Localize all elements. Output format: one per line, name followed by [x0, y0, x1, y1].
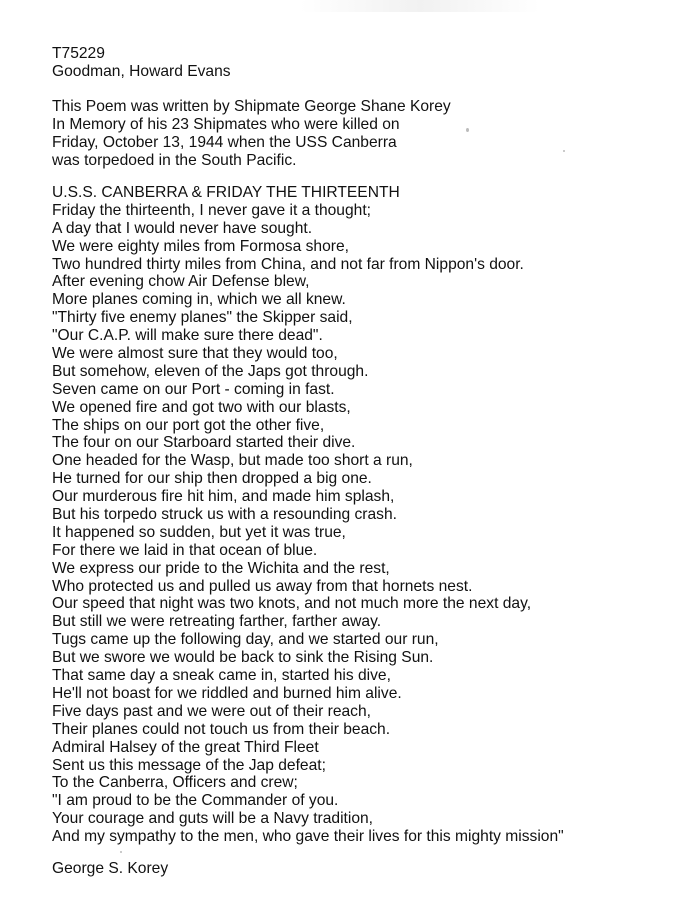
poem-line: Your courage and guts will be a Navy tradition, [52, 810, 374, 828]
poem-line: "Our C.A.P. will make sure there dead". [52, 327, 323, 345]
poem-line: Who protected us and pulled us away from that hornets nest. [52, 577, 473, 595]
scan-smudge [300, 0, 540, 12]
poem-line: Tugs came up the following day, and we started our run, [52, 631, 439, 649]
scan-speck [120, 851, 122, 853]
poem-line: One headed for the Wasp, but made too short a run, [52, 452, 413, 470]
intro-paragraph [52, 98, 451, 170]
intro-line: Friday, October 13, 1944 when the USS Canberra [52, 133, 397, 151]
poem-line: Their planes could not touch us from their beach. [52, 720, 391, 738]
poem-line: We express our pride to the Wichita and the rest, [52, 559, 390, 577]
poem-line: To the Canberra, Officers and crew; [52, 774, 298, 792]
poem-line: Five days past and we were out of their reach, [52, 702, 371, 720]
person-name: Goodman, Howard Evans [52, 62, 231, 80]
intro-line: was torpedoed in the South Pacific. [52, 151, 297, 169]
poem-line: After evening chow Air Defense blew, [52, 273, 310, 291]
intro-line: In Memory of his 23 Shipmates who were killed on [52, 115, 400, 133]
poem-line: Sent us this message of the Jap defeat; [52, 756, 326, 774]
poem-line: He turned for our ship then dropped a big one. [52, 470, 372, 488]
poem-line: It happened so sudden, but yet it was true, [52, 523, 346, 541]
poem-line: But his torpedo struck us with a resounding crash. [52, 506, 397, 524]
document-header [52, 45, 231, 81]
poem-title: U.S.S. CANBERRA & FRIDAY THE THIRTEENTH [52, 184, 400, 201]
poem-line: More planes coming in, which we all knew. [52, 291, 346, 309]
poem-line: Seven came on our Port - coming in fast. [52, 380, 335, 398]
poem-line: Friday the thirteenth, I never gave it a thought; [52, 201, 371, 219]
poem-line: We were almost sure that they would too, [52, 345, 338, 363]
signature [52, 860, 168, 878]
poem-line: The four on our Starboard started their dive. [52, 434, 356, 452]
poem-line: For there we laid in that ocean of blue. [52, 541, 318, 559]
poem-line: "Thirty five enemy planes" the Skipper said, [52, 309, 353, 327]
poem-line: We were eighty miles from Formosa shore, [52, 237, 349, 255]
poem [52, 184, 564, 846]
poem-line: A day that I would never have sought. [52, 219, 313, 237]
poem-line: Two hundred thirty miles from China, and not far from Nippon's door. [52, 255, 524, 273]
poem-line: Our murderous fire hit him, and made him splash, [52, 488, 395, 506]
record-id: T75229 [52, 45, 105, 62]
poem-line: And my sympathy to the men, who gave their lives for this mighty mission" [52, 828, 564, 846]
poem-line: But we swore we would be back to sink the Rising Sun. [52, 649, 434, 667]
poem-line: That same day a sneak came in, started his dive, [52, 667, 391, 685]
scan-speck [466, 128, 469, 132]
poem-line: But somehow, eleven of the Japs got through. [52, 362, 369, 380]
poem-line: "I am proud to be the Commander of you. [52, 792, 339, 810]
poem-line: Our speed that night was two knots, and not much more the next day, [52, 595, 532, 613]
poem-line: We opened fire and got two with our blasts, [52, 398, 351, 416]
poem-line: But still we were retreating farther, farther away. [52, 613, 382, 631]
scan-speck [563, 150, 565, 152]
poem-line: The ships on our port got the other five, [52, 416, 325, 434]
poem-line: He'll not boast for we riddled and burned him alive. [52, 684, 402, 702]
intro-line: This Poem was written by Shipmate George Shane Korey [52, 98, 451, 115]
author-signature: George S. Korey [52, 860, 169, 877]
poem-line: Admiral Halsey of the great Third Fleet [52, 738, 319, 756]
